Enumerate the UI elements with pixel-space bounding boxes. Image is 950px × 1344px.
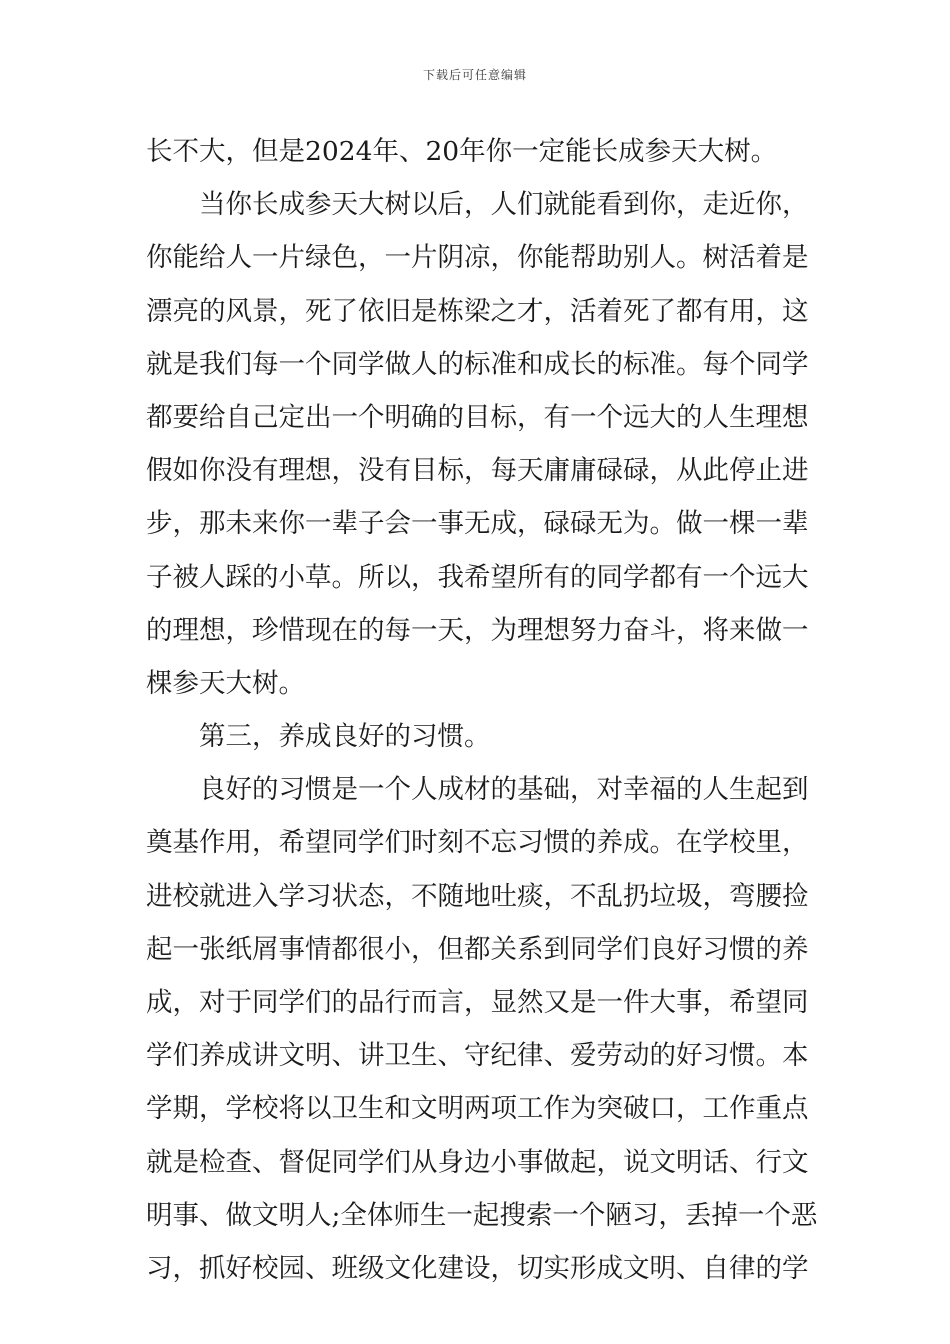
text-line: 学们养成讲文明、讲卫生、守纪律、爱劳动的好习惯。本 [146, 1040, 809, 1072]
text-line: 就是我们每一个同学做人的标准和成长的标准。每个同学 [146, 348, 809, 380]
text-line: 明事、做文明人;全体师生一起搜索一个陋习，丢掉一个恶 [146, 1199, 818, 1231]
document-body [146, 125, 818, 1295]
text-line: 棵参天大树。 [146, 667, 305, 699]
text-line: 进校就进入学习状态，不随地吐痰，不乱扔垃圾，弯腰捡 [146, 880, 809, 912]
text-line: 都要给自己定出一个明确的目标，有一个远大的人生理想 [146, 401, 809, 433]
text-line: 就是检查、督促同学们从身边小事做起，说文明话、行文 [146, 1146, 809, 1178]
text-line: 习，抓好校园、班级文化建设，切实形成文明、自律的学 [146, 1252, 809, 1284]
text-line: 的理想，珍惜现在的每一天，为理想努力奋斗，将来做一 [146, 614, 809, 646]
text-line: 起一张纸屑事情都很小，但都关系到同学们良好习惯的养 [146, 933, 809, 965]
text-line: 步，那未来你一辈子会一事无成，碌碌无为。做一棵一辈 [146, 508, 809, 540]
text-line: 学期，学校将以卫生和文明两项工作为突破口，工作重点 [146, 1093, 809, 1125]
text-line: 长不大，但是2024年、20年你一定能长成参天大树。 [146, 136, 778, 167]
page-header: 下载后可任意编辑 [422, 68, 527, 82]
text-line: 成，对于同学们的品行而言，显然又是一件大事，希望同 [146, 987, 809, 1018]
text-line: 假如你没有理想，没有目标，每天庸庸碌碌，从此停止进 [146, 455, 809, 487]
paragraph-start-line: 良好的习惯是一个人成材的基础，对幸福的人生起到 [199, 774, 809, 806]
section-heading: 第三，养成良好的习惯。 [199, 721, 491, 753]
paragraph-start-line: 当你长成参天大树以后，人们就能看到你，走近你， [199, 189, 809, 221]
text-line: 你能给人一片绿色，一片阴凉，你能帮助别人。树活着是 [146, 242, 809, 274]
text-line: 子被人踩的小草。所以，我希望所有的同学都有一个远大 [146, 561, 809, 593]
text-line: 漂亮的风景，死了依旧是栋梁之才，活着死了都有用，这 [146, 295, 809, 327]
text-line: 奠基作用，希望同学们时刻不忘习惯的养成。在学校里， [146, 827, 809, 859]
